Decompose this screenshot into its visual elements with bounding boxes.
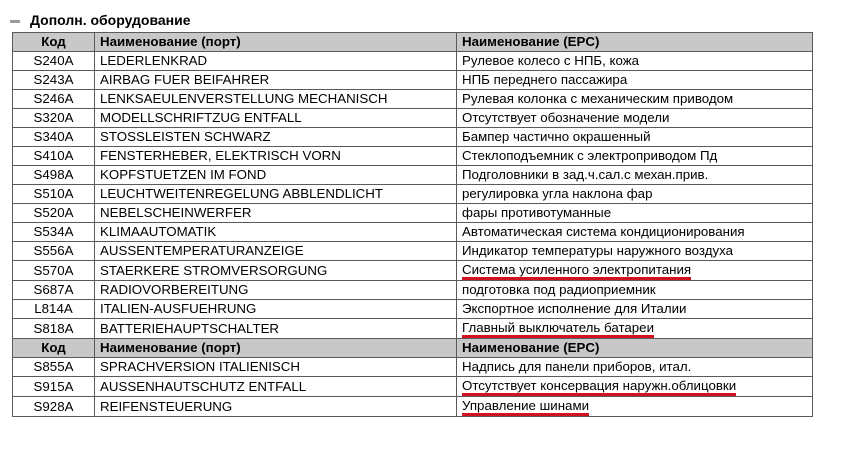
section-title: Дополн. оборудование [30, 12, 191, 28]
section-header[interactable] [10, 10, 191, 30]
table-header-row [13, 339, 813, 358]
header-name-epc: Наименование (EPC) [457, 339, 813, 358]
table-row [13, 128, 813, 147]
cell-name-epc: Индикатор температуры наружного воздуха [457, 242, 813, 261]
table-row [13, 204, 813, 223]
cell-name-port: BATTERIEHAUPTSCHALTER [95, 319, 457, 339]
cell-name-port: LENKSAEULENVERSTELLUNG MECHANISCH [95, 90, 457, 109]
table-row [13, 71, 813, 90]
cell-name-epc: Экспортное исполнение для Италии [457, 300, 813, 319]
cell-name-epc: Рулевое колесо с НПБ, кожа [457, 52, 813, 71]
cell-code: S340A [13, 128, 95, 147]
table-row [13, 166, 813, 185]
cell-name-port: REIFENSTEUERUNG [95, 397, 457, 417]
table-header-row [13, 33, 813, 52]
table-row [13, 281, 813, 300]
cell-name-epc [457, 319, 813, 339]
header-code: Код [13, 33, 95, 52]
table-row [13, 377, 813, 397]
cell-code: S520A [13, 204, 95, 223]
cell-name-port: AUSSENHAUTSCHUTZ ENTFALL [95, 377, 457, 397]
highlight-underline: Отсутствует консервация наружн.облицовки [462, 379, 736, 396]
cell-name-port: STOSSLEISTEN SCHWARZ [95, 128, 457, 147]
cell-name-epc [457, 377, 813, 397]
cell-name-port: NEBELSCHEINWERFER [95, 204, 457, 223]
cell-name-port: LEUCHTWEITENREGELUNG ABBLENDLICHT [95, 185, 457, 204]
header-name-port: Наименование (порт) [95, 33, 457, 52]
cell-name-epc: Рулевая колонка с механическим приводом [457, 90, 813, 109]
table-row [13, 147, 813, 166]
cell-name-epc: Отсутствует обозначение модели [457, 109, 813, 128]
cell-code: S570A [13, 261, 95, 281]
cell-name-epc: подготовка под радиоприемник [457, 281, 813, 300]
cell-code: S534A [13, 223, 95, 242]
cell-name-epc: фары противотуманные [457, 204, 813, 223]
table-row [13, 358, 813, 377]
table-row [13, 261, 813, 281]
table-row [13, 109, 813, 128]
highlight-underline: Система усиленного электропитания [462, 263, 691, 280]
cell-code: S246A [13, 90, 95, 109]
cell-code: S320A [13, 109, 95, 128]
header-code: Код [13, 339, 95, 358]
cell-code: S855A [13, 358, 95, 377]
cell-name-epc: Бампер частично окрашенный [457, 128, 813, 147]
table-row [13, 223, 813, 242]
header-name-port: Наименование (порт) [95, 339, 457, 358]
cell-code: S498A [13, 166, 95, 185]
highlight-underline: Управление шинами [462, 399, 589, 416]
cell-code: S928A [13, 397, 95, 417]
cell-code: S240A [13, 52, 95, 71]
cell-name-epc: Подголовники в зад.ч.сал.с механ.прив. [457, 166, 813, 185]
table-row [13, 319, 813, 339]
cell-code: S556A [13, 242, 95, 261]
cell-name-epc: Стеклоподъемник с электроприводом Пд [457, 147, 813, 166]
cell-name-epc: НПБ переднего пассажира [457, 71, 813, 90]
cell-name-epc: Автоматическая система кондиционирования [457, 223, 813, 242]
cell-name-port: RADIOVORBEREITUNG [95, 281, 457, 300]
table-row [13, 397, 813, 417]
header-name-epc: Наименование (EPC) [457, 33, 813, 52]
cell-code: S510A [13, 185, 95, 204]
equipment-table-body [13, 33, 813, 417]
cell-code: S687A [13, 281, 95, 300]
table-row [13, 52, 813, 71]
cell-name-port: AUSSENTEMPERATURANZEIGE [95, 242, 457, 261]
cell-code: S410A [13, 147, 95, 166]
cell-code: S243A [13, 71, 95, 90]
cell-name-port: AIRBAG FUER BEIFAHRER [95, 71, 457, 90]
table-row [13, 90, 813, 109]
cell-name-epc: регулировка угла наклона фар [457, 185, 813, 204]
cell-code: S915A [13, 377, 95, 397]
cell-name-epc [457, 261, 813, 281]
cell-name-port: ITALIEN-AUSFUEHRUNG [95, 300, 457, 319]
cell-name-port: FENSTERHEBER, ELEKTRISCH VORN [95, 147, 457, 166]
cell-name-port: SPRACHVERSION ITALIENISCH [95, 358, 457, 377]
cell-name-port: MODELLSCHRIFTZUG ENTFALL [95, 109, 457, 128]
table-row [13, 300, 813, 319]
cell-code: S818A [13, 319, 95, 339]
cell-name-port: KLIMAAUTOMATIK [95, 223, 457, 242]
highlight-underline: Главный выключатель батареи [462, 321, 654, 338]
cell-code: L814A [13, 300, 95, 319]
table-row [13, 185, 813, 204]
table-row [13, 242, 813, 261]
equipment-table [12, 32, 813, 417]
cell-name-epc [457, 397, 813, 417]
cell-name-port: STAERKERE STROMVERSORGUNG [95, 261, 457, 281]
cell-name-epc: Надпись для панели приборов, итал. [457, 358, 813, 377]
cell-name-port: LEDERLENKRAD [95, 52, 457, 71]
cell-name-port: KOPFSTUETZEN IM FOND [95, 166, 457, 185]
collapse-minus-icon[interactable] [10, 20, 20, 23]
